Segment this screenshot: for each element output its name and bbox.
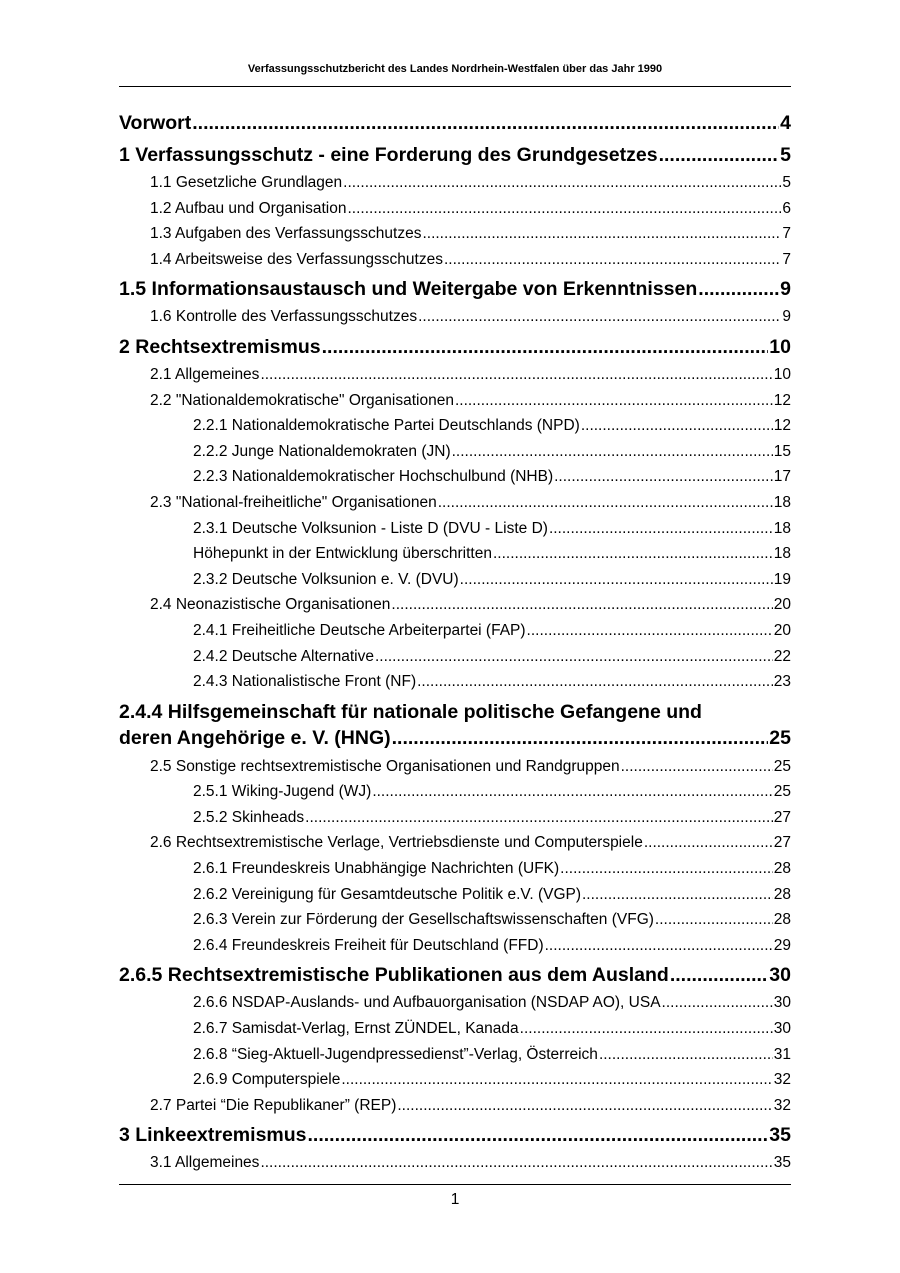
toc-entry[interactable] [119, 516, 791, 542]
dot-leader [375, 644, 773, 670]
toc-entry-page: 23 [773, 673, 791, 691]
dot-leader [452, 439, 773, 465]
toc-entry[interactable] [119, 138, 791, 170]
toc-entry[interactable] [119, 958, 791, 990]
toc-entry[interactable] [119, 1042, 791, 1068]
toc-entry-title: 2.6.5 Rechtsextremistische Publikationen aus dem Ausland [119, 964, 669, 987]
toc-entry-title: 1.5 Informationsaustausch und Weitergabe von Erkenntnissen [119, 278, 698, 301]
toc-entry-page: 30 [773, 1020, 791, 1038]
toc-entry[interactable] [119, 439, 791, 465]
toc-entry-title: 1.3 Aufgaben des Verfassungsschutzes [150, 225, 422, 243]
toc-entry-page: 30 [773, 994, 791, 1012]
toc-entry-page: 18 [773, 519, 791, 537]
dot-leader [545, 933, 773, 959]
toc-entry-title-line1: 2.4.4 Hilfsgemeinschaft für nationale politische Gefangene und [119, 700, 702, 723]
table-of-contents [119, 106, 791, 1176]
toc-entry[interactable] [119, 592, 791, 618]
toc-entry-page: 25 [769, 726, 791, 749]
dot-leader [305, 805, 773, 831]
toc-entry[interactable] [119, 644, 791, 670]
toc-entry-title: 2.6.6 NSDAP-Auslands- und Aufbauorganisation (NSDAP AO), USA [193, 994, 661, 1012]
footer-rule [119, 1184, 791, 1185]
toc-entry[interactable] [119, 933, 791, 959]
toc-entry-title: 2.5 Sonstige rechtsextremistische Organisationen und Randgruppen [150, 757, 620, 775]
toc-entry-title: 1.1 Gesetzliche Grundlagen [150, 174, 343, 191]
toc-entry[interactable] [119, 221, 791, 247]
dot-leader [341, 1067, 772, 1093]
dot-leader [260, 362, 772, 388]
toc-entry-page: 15 [773, 442, 791, 460]
toc-entry[interactable] [119, 106, 791, 138]
dot-leader [520, 1016, 773, 1042]
dot-leader [417, 669, 773, 695]
dot-leader [192, 108, 779, 138]
running-header: Verfassungsschutzbericht des Landes Nordrhein-Westfalen über das Jahr 1990 [247, 63, 663, 75]
toc-entry-page: 32 [773, 1096, 791, 1114]
toc-entry-page: 35 [769, 1124, 791, 1147]
toc-entry-title: 2.4.3 Nationalistische Front (NF) [193, 673, 417, 691]
toc-entry-page: 28 [773, 860, 791, 878]
toc-entry-title: 2.7 Partei “Die Republikaner” (REP) [150, 1096, 397, 1114]
toc-entry-line2 [119, 725, 791, 751]
toc-entry-title: Höhepunkt in der Entwicklung überschritten [193, 545, 492, 563]
toc-entry-title: deren Angehörige e. V. (HNG) [119, 726, 391, 749]
dot-leader [493, 541, 773, 567]
toc-entry-title: 2.2.1 Nationaldemokratische Partei Deutschlands (NPD) [193, 417, 580, 435]
toc-entry-page: 9 [780, 278, 791, 301]
dot-leader [655, 907, 773, 933]
dot-leader [438, 490, 773, 516]
toc-entry-title: 2.6 Rechtsextremistische Verlage, Vertriebsdienste und Computerspiele [150, 834, 643, 852]
toc-entry-page: 31 [773, 1045, 791, 1063]
toc-entry[interactable] [119, 567, 791, 593]
toc-entry[interactable] [119, 1016, 791, 1042]
toc-entry[interactable] [119, 490, 791, 516]
toc-entry-title: 2.4.2 Deutsche Alternative [193, 647, 374, 665]
dot-leader [391, 592, 772, 618]
toc-entry-title: 2.5.1 Wiking-Jugend (WJ) [193, 783, 372, 801]
toc-entry-page: 9 [782, 308, 791, 326]
toc-entry[interactable] [119, 1067, 791, 1093]
toc-entry-title: 2.2.2 Junge Nationaldemokraten (JN) [193, 442, 451, 460]
toc-entry[interactable] [119, 754, 791, 780]
toc-entry[interactable] [119, 1150, 791, 1176]
toc-entry[interactable] [119, 304, 791, 330]
toc-entry-title: 2.2 "Nationaldemokratische" Organisationen [150, 391, 454, 409]
dot-leader [308, 1120, 769, 1150]
dot-leader [659, 140, 780, 170]
toc-entry-title: 2.4.1 Freiheitliche Deutsche Arbeiterpartei (FAP) [193, 621, 526, 639]
toc-entry-title: 2.1 Allgemeines [150, 365, 260, 383]
dot-leader [322, 332, 769, 362]
dot-leader [560, 856, 773, 882]
toc-entry-page: 7 [782, 225, 791, 243]
toc-entry-page: 12 [773, 391, 791, 409]
toc-entry-title: 2.6.4 Freundeskreis Freiheit für Deutschland (FFD) [193, 936, 544, 954]
toc-entry-page: 28 [773, 911, 791, 929]
toc-entry-page: 22 [773, 647, 791, 665]
toc-entry[interactable] [119, 413, 791, 439]
toc-entry-title: 1.2 Aufbau und Organisation [150, 199, 347, 217]
dot-leader [455, 388, 773, 414]
toc-entry[interactable] [119, 170, 791, 196]
toc-entry-page: 25 [773, 757, 791, 775]
toc-entry[interactable] [119, 464, 791, 490]
toc-entry[interactable] [119, 618, 791, 644]
dot-leader [527, 618, 773, 644]
toc-entry[interactable] [119, 272, 791, 304]
dot-leader [670, 960, 768, 990]
dot-leader [599, 1042, 773, 1068]
dot-leader [460, 567, 773, 593]
dot-leader [621, 754, 773, 780]
dot-leader [549, 516, 773, 542]
dot-leader [644, 830, 773, 856]
toc-entry[interactable] [119, 1093, 791, 1119]
toc-entry-page: 20 [773, 596, 791, 614]
toc-entry-page: 27 [773, 834, 791, 852]
dot-leader [260, 1150, 772, 1176]
toc-entry-title: 2.6.9 Computerspiele [193, 1071, 341, 1089]
dot-leader [418, 304, 781, 330]
toc-entry-page: 35 [773, 1154, 791, 1172]
toc-entry-page: 27 [773, 808, 791, 826]
toc-entry-title: Vorwort [119, 112, 192, 134]
toc-entry-page: 17 [773, 468, 791, 486]
toc-entry-title: 2.6.2 Vereinigung für Gesamtdeutsche Politik e.V. (VGP) [193, 885, 581, 903]
toc-entry-page: 4 [780, 112, 791, 134]
toc-entry[interactable] [119, 196, 791, 222]
toc-entry-title: 2.3.2 Deutsche Volksunion e. V. (DVU) [193, 570, 459, 588]
toc-entry-page: 18 [773, 545, 791, 563]
header-rule [119, 86, 791, 87]
toc-entry-title: 2.6.3 Verein zur Förderung der Gesellschaftswissenschaften (VFG) [193, 911, 654, 929]
dot-leader [581, 413, 773, 439]
toc-entry-page: 29 [773, 936, 791, 954]
page-number: 1 [450, 1191, 460, 1208]
toc-entry-title: 1.6 Kontrolle des Verfassungsschutzes [150, 308, 418, 326]
toc-entry[interactable] [119, 882, 791, 908]
toc-entry-page: 25 [773, 783, 791, 801]
toc-entry-title: 2.3 "National-freiheitliche" Organisationen [150, 493, 437, 511]
toc-entry[interactable] [119, 247, 791, 273]
toc-entry[interactable] [119, 541, 791, 567]
toc-entry[interactable] [119, 990, 791, 1016]
toc-entry-page: 20 [773, 621, 791, 639]
toc-entry[interactable] [119, 907, 791, 933]
toc-entry-page: 10 [773, 365, 791, 383]
dot-leader [343, 170, 781, 196]
toc-entry-title: 2 Rechtsextremismus [119, 335, 321, 358]
toc-entry-page: 5 [782, 174, 791, 191]
dot-leader [422, 221, 781, 247]
toc-entry[interactable] [119, 1118, 791, 1150]
toc-entry-page: 6 [782, 199, 791, 217]
toc-entry-title: 2.4 Neonazistische Organisationen [150, 596, 391, 614]
toc-entry-page: 28 [773, 885, 791, 903]
toc-entry-title: 2.6.8 “Sieg-Aktuell-Jugendpressedienst”-Verlag, Österreich [193, 1045, 598, 1063]
toc-entry-title: 1.4 Arbeitsweise des Verfassungsschutzes [150, 250, 443, 268]
toc-entry-title: 2.3.1 Deutsche Volksunion - Liste D (DVU - Liste D) [193, 519, 548, 537]
toc-entry-page: 19 [773, 570, 791, 588]
toc-entry-page: 10 [769, 335, 791, 358]
toc-entry[interactable] [119, 856, 791, 882]
dot-leader [698, 274, 779, 304]
toc-entry-page: 30 [769, 964, 791, 987]
toc-entry-title: 3 Linkeextremismus [119, 1124, 307, 1147]
dot-leader [392, 725, 769, 751]
toc-entry[interactable] [119, 830, 791, 856]
toc-entry-title: 2.5.2 Skinheads [193, 808, 305, 826]
dot-leader [397, 1093, 772, 1119]
toc-entry-page: 32 [773, 1071, 791, 1089]
toc-entry-title: 3.1 Allgemeines [150, 1154, 260, 1172]
dot-leader [582, 882, 773, 908]
toc-entry-page: 5 [780, 144, 791, 166]
toc-entry-title: 2.6.7 Samisdat-Verlag, Ernst ZÜNDEL, Kanada [193, 1020, 519, 1038]
toc-entry-title: 1 Verfassungsschutz - eine Forderung des Grundgesetzes [119, 144, 658, 166]
toc-entry[interactable] [119, 330, 791, 362]
toc-entry[interactable] [119, 805, 791, 831]
dot-leader [347, 196, 781, 222]
toc-entry-page: 7 [782, 250, 791, 268]
dot-leader [554, 464, 773, 490]
toc-entry[interactable] [119, 388, 791, 414]
toc-entry-title: 2.6.1 Freundeskreis Unabhängige Nachrichten (UFK) [193, 860, 560, 878]
toc-entry[interactable] [119, 695, 791, 754]
toc-entry[interactable] [119, 779, 791, 805]
toc-entry[interactable] [119, 669, 791, 695]
toc-entry-page: 18 [773, 493, 791, 511]
dot-leader [372, 779, 772, 805]
toc-entry-page: 12 [773, 417, 791, 435]
dot-leader [662, 990, 773, 1016]
dot-leader [444, 247, 781, 273]
toc-entry-title: 2.2.3 Nationaldemokratischer Hochschulbund (NHB) [193, 468, 554, 486]
toc-entry[interactable] [119, 362, 791, 388]
